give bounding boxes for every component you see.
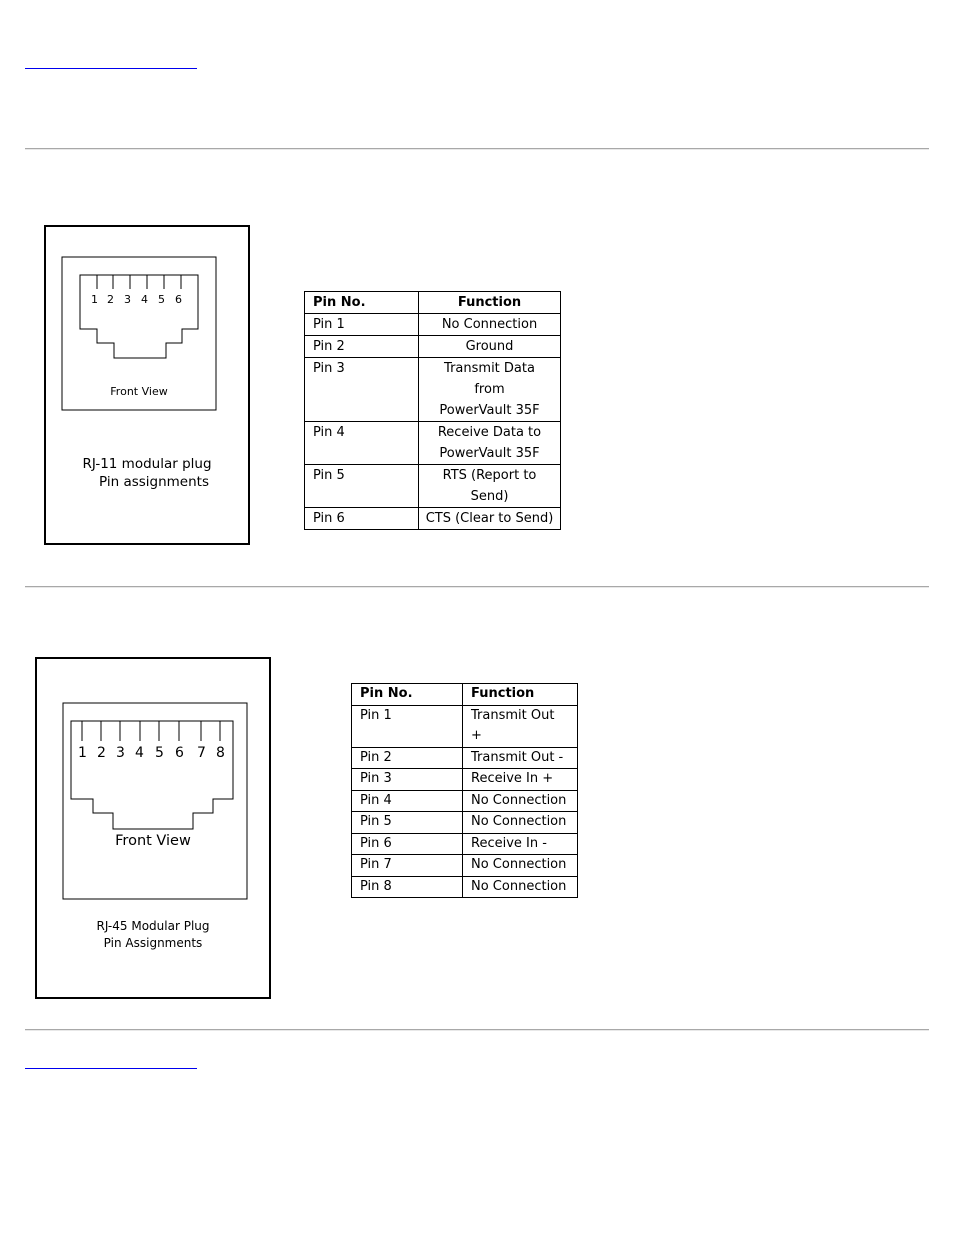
divider-bottom: [25, 1029, 929, 1031]
rj11-figure: [44, 225, 250, 545]
function-cell: [419, 336, 561, 358]
rj45-pin-number: 4: [135, 745, 144, 761]
rj45-pin-number: 8: [216, 745, 225, 761]
divider-middle: [25, 586, 929, 588]
table-header-row: [352, 684, 578, 706]
table-row: [305, 465, 561, 508]
rj11-pin-number: 6: [175, 293, 182, 306]
rj11-caption-line2: Pin assignments: [99, 474, 209, 490]
table-row: [352, 812, 578, 834]
table-row: [352, 833, 578, 855]
pin-cell: Pin 7: [352, 855, 463, 877]
column-header-function: Function: [463, 684, 578, 706]
rj11-pin-number: 4: [141, 293, 148, 306]
table-row: [352, 790, 578, 812]
column-header-pin: Pin No.: [352, 684, 463, 706]
rj45-front-view-label: Front View: [115, 833, 191, 849]
rj45-pin-number: 1: [78, 745, 87, 761]
rj11-front-view-label: Front View: [110, 385, 168, 398]
rj45-pin-number: 7: [197, 745, 206, 761]
back-to-contents-link-top[interactable]: [25, 52, 197, 69]
pin-cell: Pin 3: [305, 358, 419, 422]
table-row: [305, 422, 561, 465]
table-row: [305, 314, 561, 336]
table-row: [305, 508, 561, 530]
table-row: [352, 855, 578, 877]
function-cell: [419, 508, 561, 530]
column-header-pin: Pin No.: [305, 292, 419, 314]
rj11-pin-contacts: [97, 275, 181, 289]
rj11-caption-line1: RJ-11 modular plug: [82, 456, 212, 472]
function-cell: [419, 465, 561, 508]
pin-cell: Pin 5: [352, 812, 463, 834]
table-row: [305, 336, 561, 358]
function-text: Transmit Data: [444, 361, 535, 376]
function-text: No Connection: [441, 317, 538, 332]
function-cell: Receive In +: [463, 769, 578, 791]
rj45-pin-contacts: [82, 721, 220, 741]
pin-cell: Pin 6: [352, 833, 463, 855]
table-header-row: [305, 292, 561, 314]
function-cell: Transmit Out -: [463, 747, 578, 769]
pin-cell: Pin 4: [305, 422, 419, 465]
function-text: from: [474, 382, 505, 397]
rj11-caption: [46, 455, 248, 491]
rj45-pin-number: 2: [97, 745, 106, 761]
pin-cell: Pin 1: [305, 314, 419, 336]
rj11-pin-number: 1: [91, 293, 98, 306]
function-text: Receive Data to: [437, 425, 542, 440]
function-cell: [419, 314, 561, 336]
function-cell: No Connection: [463, 855, 578, 877]
function-cell: [419, 358, 561, 422]
function-text: RTS (Report to: [442, 468, 537, 483]
rj45-pin-number: 3: [116, 745, 125, 761]
table-row: [352, 705, 578, 747]
function-cell: No Connection: [463, 812, 578, 834]
pin-cell: Pin 3: [352, 769, 463, 791]
rj45-pin-number: 5: [155, 745, 164, 761]
function-cell: No Connection: [463, 876, 578, 898]
table-row: [352, 747, 578, 769]
pin-cell: Pin 1: [352, 705, 463, 747]
pin-cell: Pin 2: [352, 747, 463, 769]
rj45-pin-number: 6: [175, 745, 184, 761]
pin-cell: Pin 8: [352, 876, 463, 898]
function-text: PowerVault 35F: [439, 403, 540, 418]
rj45-caption-line1: RJ-45 Modular Plug: [96, 919, 210, 933]
pin-cell: Pin 6: [305, 508, 419, 530]
function-text: PowerVault 35F: [439, 446, 540, 461]
rj45-figure: [35, 657, 271, 999]
function-text: Ground: [465, 339, 514, 354]
rj11-pin-table: [304, 291, 561, 530]
function-text: CTS (Clear to Send): [425, 511, 554, 526]
rj11-pin-number: 2: [107, 293, 114, 306]
table-row: [352, 876, 578, 898]
divider-top: [25, 148, 929, 150]
rj45-caption: [37, 918, 269, 952]
back-to-contents-link-bottom[interactable]: [25, 1052, 197, 1069]
function-cell: Receive In -: [463, 833, 578, 855]
table-row: [352, 769, 578, 791]
rj11-pin-number: 5: [158, 293, 165, 306]
function-cell: No Connection: [463, 790, 578, 812]
rj45-caption-line2: Pin Assignments: [103, 936, 203, 950]
pin-cell: Pin 5: [305, 465, 419, 508]
rj11-pin-number: 3: [124, 293, 131, 306]
column-header-function: Function: [419, 292, 561, 314]
pin-cell: Pin 2: [305, 336, 419, 358]
pin-cell: Pin 4: [352, 790, 463, 812]
function-cell: Transmit Out +: [463, 705, 578, 747]
function-text: Send): [470, 489, 509, 504]
function-cell: [419, 422, 561, 465]
table-row: [305, 358, 561, 422]
rj45-pin-table: [351, 683, 578, 898]
